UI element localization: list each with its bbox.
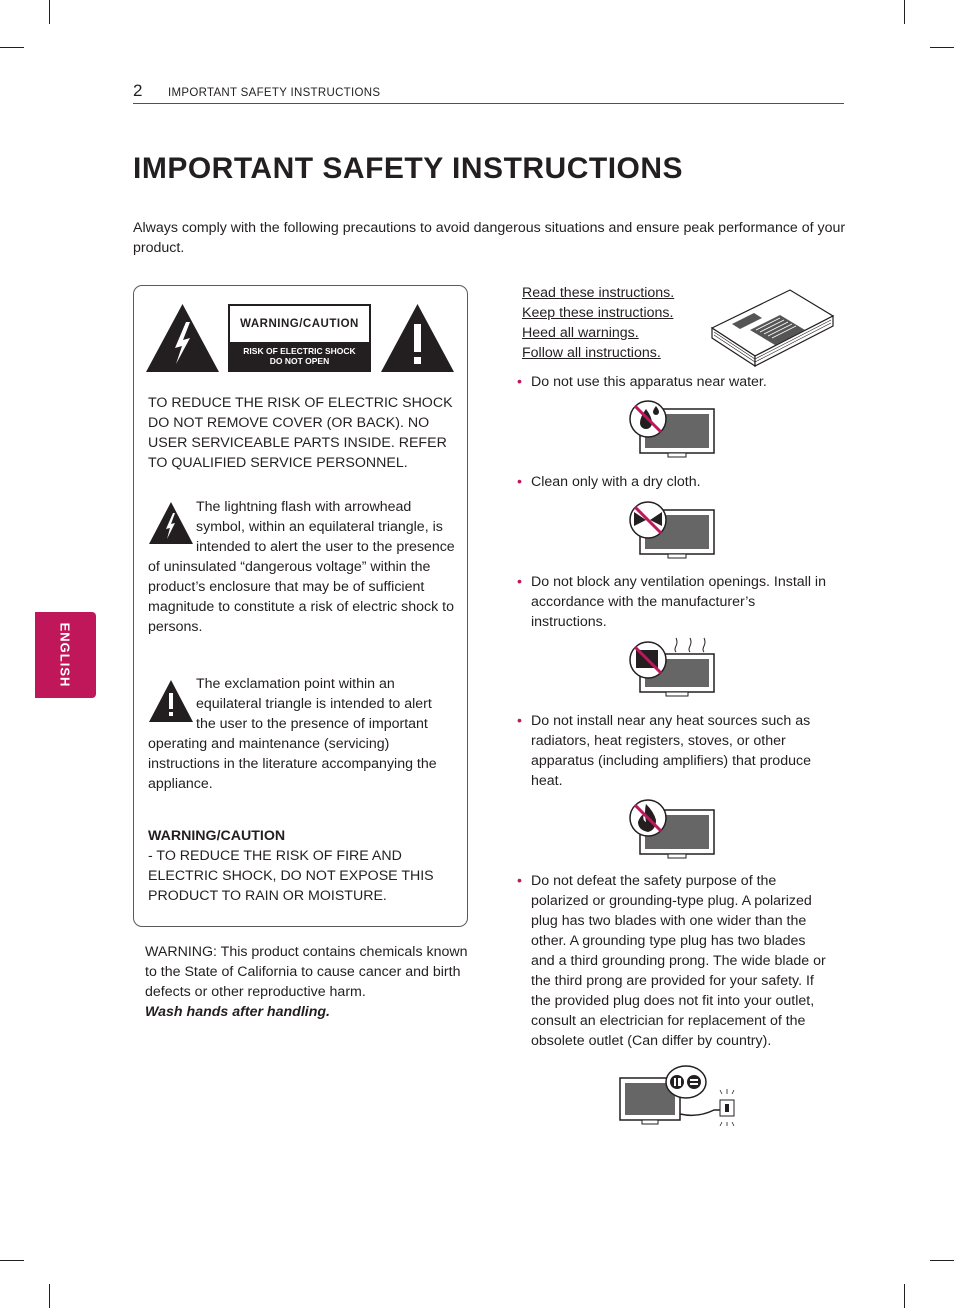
page-title: IMPORTANT SAFETY INSTRUCTIONS bbox=[133, 152, 684, 185]
california-warning bbox=[145, 942, 470, 1022]
bullet-item: • Do not defeat the safety purpose of the polarized or grounding-type plug. A polarized plug has two blades with one wider than the other. A grounding type plug has two blades and a third grounding prong. The wide blade or the third prong are provided for your safety. If the provided plug does not fit into your outlet, consult an electrician for replacement of the obsolete outlet (Can differ by country). bbox=[517, 873, 826, 1049]
language-tab-label: ENGLISH bbox=[57, 622, 73, 688]
plate-line-1: RISK OF ELECTRIC SHOCK bbox=[243, 346, 356, 356]
bullet-item: • Do not block any ventilation openings. Install in accordance with the manufacturer’s instructions. bbox=[517, 574, 826, 630]
bullet-icon: • bbox=[517, 474, 522, 490]
header-rule bbox=[133, 103, 844, 104]
crop-mark bbox=[0, 1260, 24, 1261]
crop-mark bbox=[930, 47, 954, 48]
caution-text: - TO REDUCE THE RISK OF FIRE AND ELECTRIC SHOCK, DO NOT EXPOSE THIS PRODUCT TO RAIN OR MOISTURE. bbox=[148, 848, 434, 904]
california-warning-label: WARNING bbox=[145, 944, 214, 960]
crop-mark bbox=[0, 47, 24, 48]
bullet-item: • Clean only with a dry cloth. bbox=[517, 474, 701, 490]
list-item: Heed all warnings. bbox=[522, 325, 639, 341]
plate-line-2: DO NOT OPEN bbox=[269, 356, 330, 366]
plate-subtitle bbox=[230, 342, 369, 366]
list-item: Read these instructions. bbox=[522, 285, 675, 301]
instruction-list bbox=[522, 283, 674, 363]
list-item: Follow all instructions. bbox=[522, 345, 661, 361]
no-water-icon bbox=[628, 399, 716, 459]
bullet-item: • Do not use this apparatus near water. bbox=[517, 374, 767, 390]
polarized-plug-icon bbox=[618, 1064, 740, 1126]
plate-title: WARNING/CAUTION bbox=[230, 306, 369, 342]
lightning-explanation: The lightning flash with arrowhead symbol, within an equilateral triangle, is intended to alert the user to the presence of uninsulated “dangerous voltage” within the product’s enclosure that may be of sufficient magnitude to constitute a risk of electric shock to persons. bbox=[148, 499, 455, 635]
bullet-icon: • bbox=[517, 713, 522, 729]
bullet-icon: • bbox=[517, 873, 522, 889]
reduce-risk-text: TO REDUCE THE RISK OF ELECTRIC SHOCK DO NOT REMOVE COVER (OR BACK). NO USER SERVICEABLE PARTS INSIDE. REFER TO QUALIFIED SERVICE PERSONNEL. bbox=[148, 395, 453, 471]
no-heat-source-icon bbox=[628, 798, 716, 860]
language-tab bbox=[35, 612, 96, 698]
lightning-triangle-icon bbox=[146, 304, 219, 372]
crop-mark bbox=[49, 1284, 50, 1308]
bullet-icon: • bbox=[517, 374, 522, 390]
crop-mark bbox=[49, 0, 50, 24]
intro-paragraph: Always comply with the following precautions to avoid dangerous situations and ensure peak performance of your product. bbox=[133, 220, 846, 256]
bullet-item: • Do not install near any heat sources such as radiators, heat registers, stoves, or other apparatus (including amplifiers) that produce heat. bbox=[517, 713, 811, 789]
running-header: IMPORTANT SAFETY INSTRUCTIONS bbox=[168, 87, 381, 99]
exclamation-explanation: The exclamation point within an equilateral triangle is intended to alert the user to the presence of important operating and maintenance (servicing) instructions in the literature accompanying the appliance. bbox=[148, 676, 437, 792]
crop-mark bbox=[904, 1284, 905, 1308]
wash-hands-text: Wash hands after handling. bbox=[145, 1004, 330, 1020]
caution-heading: WARNING/CAUTION bbox=[148, 828, 286, 844]
list-item: Keep these instructions. bbox=[522, 305, 674, 321]
warning-caution-label bbox=[228, 304, 371, 372]
no-block-ventilation-icon bbox=[628, 636, 716, 698]
bullet-icon: • bbox=[517, 574, 522, 590]
page-number: 2 bbox=[133, 81, 143, 100]
no-wet-cloth-icon bbox=[628, 500, 716, 560]
exclamation-triangle-icon bbox=[381, 304, 454, 372]
crop-mark bbox=[930, 1260, 954, 1261]
california-warning-text: : This product contains chemicals known to the State of California to cause cancer and birth defects or other reproductive harm. bbox=[145, 944, 468, 1000]
crop-mark bbox=[904, 0, 905, 24]
manual-book-icon bbox=[710, 288, 835, 370]
